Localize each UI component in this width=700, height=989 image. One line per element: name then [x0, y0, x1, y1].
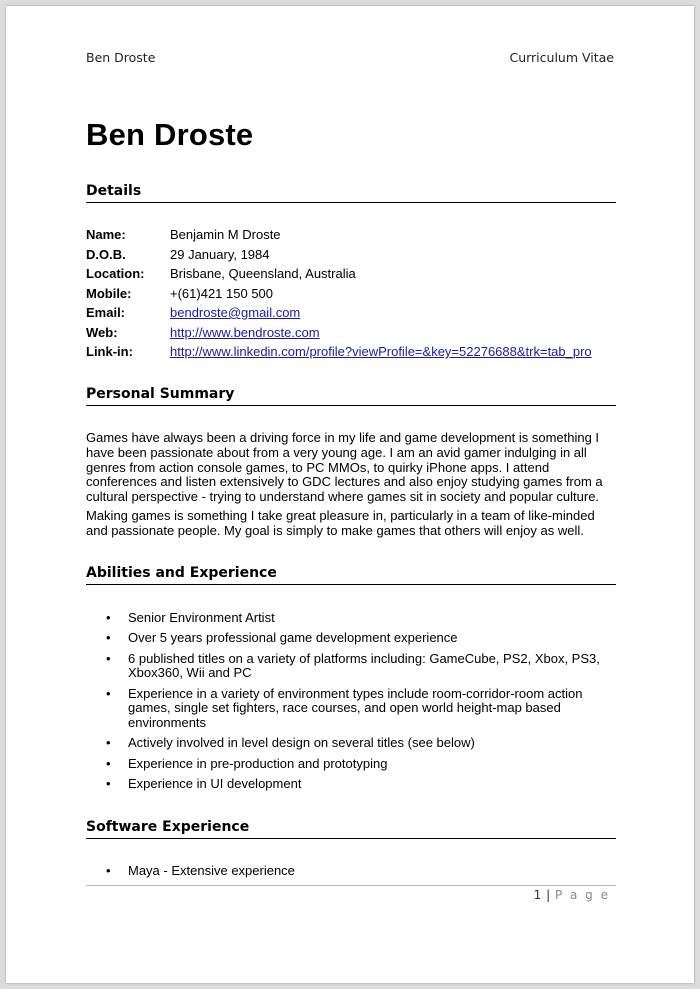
header-name: Ben Droste [86, 50, 156, 65]
software-list [86, 864, 606, 884]
footer-separator: | [546, 888, 551, 902]
list-item: • Experience in pre-production and prototyping [86, 757, 606, 772]
list-item: • Maya - Extensive experience [86, 864, 606, 879]
details-row-dob [86, 247, 592, 267]
details-label: Link-in: [86, 344, 133, 359]
page-number: 1 [533, 888, 542, 902]
email-link[interactable]: bendroste@gmail.com [170, 305, 301, 320]
details-row-email [86, 305, 592, 325]
list-item: • Actively involved in level design on several titles (see below) [86, 736, 606, 751]
details-value: Benjamin M Droste [170, 227, 281, 242]
details-value: 29 January, 1984 [170, 246, 270, 262]
details-label: D.O.B. [86, 246, 126, 262]
details-row-location [86, 266, 592, 286]
section-heading-summary: Personal Summary [86, 386, 616, 406]
summary-paragraph-1: Games have always been a driving force in my life and game development is something I have been passionate about from a very young age. I am an avid gamer indulging in all genres from action console games, to PC MMOs, to quirky iPhone apps. I attend conferences and listen extensively to GDC lectures and also enjoy studying games from a cultural perspective - trying to understand where games sit in society and popular culture. [86, 430, 603, 505]
details-label: Web: [86, 324, 118, 340]
details-value: +(61)421 150 500 [170, 285, 274, 301]
footer-divider [86, 885, 616, 886]
list-item: • Senior Environment Artist [86, 611, 606, 626]
cv-page [6, 6, 694, 983]
abilities-list [86, 611, 606, 798]
list-item: • Over 5 years professional game development experience [86, 631, 606, 646]
details-label: Email: [86, 305, 126, 320]
details-row-name [86, 227, 592, 247]
details-value: Brisbane, Queensland, Australia [170, 266, 356, 281]
list-item: • Experience in a variety of environment types include room-corridor-room action games, single set fighters, race courses, and open world height-map based environments [86, 687, 606, 731]
summary-paragraph-2: Making games is something I take great pleasure in, particularly in a team of like-minded and passionate people. My goal is simply to make games that others will enjoy as well. [86, 508, 595, 538]
website-link[interactable]: http://www.bendroste.com [170, 324, 320, 340]
details-table [86, 227, 592, 364]
details-label: Name: [86, 227, 126, 242]
linkedin-link[interactable]: http://www.linkedin.com/profile?viewProfile=&key=52276688&trk=tab_pro [170, 344, 592, 359]
section-heading-details: Details [86, 183, 616, 203]
details-row-mobile [86, 286, 592, 306]
page-footer [534, 888, 610, 902]
list-item: • 6 published titles on a variety of platforms including: GameCube, PS2, Xbox, PS3, Xbox360, Wii and PC [86, 652, 606, 681]
page-title: Ben Droste [86, 117, 254, 152]
details-row-linkedin [86, 344, 592, 364]
details-label: Location: [86, 266, 145, 281]
details-row-web [86, 325, 592, 345]
header-doc-type: Curriculum Vitae [509, 50, 614, 65]
details-label: Mobile: [86, 285, 132, 301]
list-item: • Experience in UI development [86, 777, 606, 792]
section-heading-software: Software Experience [86, 819, 616, 839]
page-label: P a g e [554, 888, 610, 902]
section-heading-abilities: Abilities and Experience [86, 565, 616, 585]
